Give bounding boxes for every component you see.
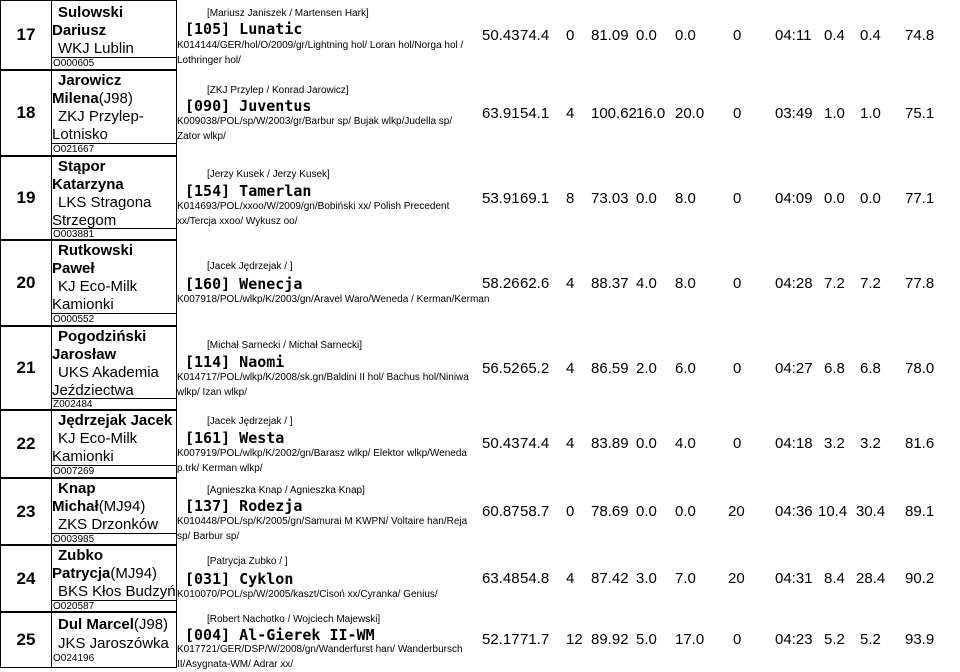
result-row	[0, 326, 960, 410]
horse-name: [137] Rodezja	[185, 497, 303, 515]
rider-license: O000552	[52, 313, 176, 326]
score-total: 89.1	[905, 503, 935, 520]
score-1: 50.43	[482, 435, 520, 452]
rider-cell	[51, 156, 177, 240]
score-6: 7.0	[675, 570, 696, 587]
score-time: 04:11	[775, 27, 812, 44]
rider-first-line	[52, 22, 176, 39]
score-7: 0	[733, 275, 742, 292]
place-number: 19	[0, 156, 51, 240]
score-4: 78.69	[591, 503, 629, 520]
score-total: 93.9	[905, 631, 935, 648]
rider-license: O020587	[52, 600, 176, 612]
score-6: 6.0	[675, 360, 696, 377]
place-number: 21	[0, 326, 51, 410]
score-10: 0.4	[860, 27, 881, 44]
horse-cell	[177, 156, 480, 240]
rider-surname: Pogodziński	[58, 328, 147, 345]
rider-category: (MJ94)	[110, 565, 158, 582]
horse-name: [154] Tamerlan	[185, 182, 312, 200]
score-10: 6.8	[860, 360, 881, 377]
rider-club-line1: UKS Akademia	[58, 364, 159, 381]
rider-club-line1: ZKJ Przylep-	[58, 108, 144, 125]
score-1: 56.52	[482, 360, 520, 377]
rider-club-line1: WKJ Lublin	[58, 40, 134, 57]
score-time: 04:27	[775, 360, 813, 377]
score-total: 78.0	[905, 360, 935, 377]
score-6: 8.0	[675, 275, 696, 292]
rider-cell	[51, 240, 177, 326]
score-time: 04:18	[775, 435, 813, 452]
rider-surname: Jędrzejak	[58, 412, 127, 429]
place-number: 18	[0, 70, 51, 156]
score-1: 63.48	[482, 570, 520, 587]
score-1: 50.43	[482, 27, 520, 44]
score-2: 54.1	[520, 105, 550, 122]
score-5: 0.0	[636, 27, 657, 44]
score-6: 0.0	[675, 503, 696, 520]
score-10: 1.0	[860, 105, 881, 122]
score-4: 88.37	[591, 275, 629, 292]
result-row	[0, 410, 960, 478]
horse-breeder: [Patrycja Zubko / ]	[207, 556, 288, 567]
rider-club-line2: Strzegom	[52, 212, 117, 229]
horse-breeder: [Jacek Jędrzejak / ]	[207, 261, 293, 272]
score-time: 04:31	[775, 570, 813, 587]
score-6: 0.0	[675, 27, 696, 44]
score-2: 69.1	[520, 190, 550, 207]
rider-first-name: Dariusz	[52, 22, 107, 39]
score-2: 65.2	[520, 360, 550, 377]
place-number: 20	[0, 240, 51, 326]
rider-category: (J98)	[98, 90, 133, 107]
score-7: 0	[733, 190, 742, 207]
score-5: 2.0	[636, 360, 657, 377]
rider-club	[52, 40, 176, 57]
rider-club-line1: KJ Eco-Milk	[58, 430, 138, 447]
score-1: 58.26	[482, 275, 520, 292]
rider-first-name: Katarzyna	[52, 176, 124, 193]
rider-first-line	[52, 260, 176, 277]
score-10: 28.4	[856, 570, 886, 587]
score-5: 5.0	[636, 631, 657, 648]
score-7: 0	[733, 27, 742, 44]
score-3: 4	[566, 275, 575, 292]
rider-surname: Zubko	[58, 547, 103, 564]
score-4: 86.59	[591, 360, 629, 377]
horse-name: [160] Wenecja	[185, 275, 303, 293]
score-total: 74.8	[905, 27, 935, 44]
rider-first-name: Paweł	[52, 260, 95, 277]
horse-pedigree: K010448/POL/sp/K/2005/gn/Samurai M KWPN/ Voltaire han/Reja sp/ Barbur sp/	[177, 516, 468, 542]
score-10: 30.4	[856, 503, 886, 520]
rider-name-line	[52, 412, 176, 429]
score-4: 73.03	[591, 190, 629, 207]
horse-cell	[177, 240, 490, 326]
horse-pedigree: K014693/POL/xxoo/W/2009/gn/Bobiński xx/ Polish Precedent xx/Tercja xxoo/ Wykusz oo/	[177, 201, 450, 227]
score-9: 0.0	[824, 190, 845, 207]
score-9: 1.0	[824, 105, 845, 122]
score-1: 52.17	[482, 631, 520, 648]
rider-club-line2: Jeździectwa	[52, 382, 134, 399]
rider-cell	[51, 612, 177, 668]
rider-surname: Sulowski	[58, 4, 124, 21]
score-7: 0	[733, 360, 742, 377]
score-total: 77.1	[905, 190, 935, 207]
result-row	[0, 0, 960, 70]
rider-club-line2: Kamionki	[52, 448, 114, 465]
rider-first-line	[52, 176, 176, 193]
rider-surname: Knap	[58, 480, 96, 497]
score-9: 8.4	[824, 570, 845, 587]
rider-name-line	[52, 616, 176, 633]
horse-name: [105] Lunatic	[185, 20, 303, 38]
score-4: 81.09	[591, 27, 629, 44]
rider-category: (J98)	[133, 616, 169, 633]
horse-breeder: [Agnieszka Knap / Agnieszka Knap]	[207, 485, 365, 496]
score-7: 20	[728, 503, 745, 520]
rider-first-line	[52, 90, 176, 107]
horse-pedigree: K007919/POL/wlkp/K/2002/gn/Barasz wlkp/ Elektor wlkp/Weneda p.trk/ Kerman wlkp/	[177, 448, 467, 474]
result-row	[0, 240, 960, 326]
rider-first-name: Marcel	[86, 616, 134, 633]
score-3: 4	[566, 435, 575, 452]
rider-club-line1: KJ Eco-Milk	[58, 278, 138, 295]
rider-license: O024196	[53, 653, 95, 664]
rider-license: O003881	[52, 228, 176, 240]
score-time: 04:09	[775, 190, 813, 207]
place-number: 17	[0, 0, 51, 70]
score-2: 71.7	[520, 631, 550, 648]
rider-first-name: Jacek	[130, 412, 173, 429]
score-1: 63.91	[482, 105, 520, 122]
horse-cell	[177, 70, 480, 156]
horse-name: [161] Westa	[185, 429, 285, 447]
score-time: 04:28	[775, 275, 813, 292]
score-9: 7.2	[824, 275, 845, 292]
place-number: 22	[0, 410, 51, 478]
rider-club-line1: LKS Stragona	[58, 194, 152, 211]
score-7: 0	[733, 105, 742, 122]
rider-license: O021667	[52, 143, 176, 156]
rider-club-line2: Lotnisko	[52, 126, 108, 143]
score-6: 4.0	[675, 435, 696, 452]
score-3: 0	[566, 27, 575, 44]
horse-name: [031] Cyklon	[185, 570, 294, 588]
score-3: 4	[566, 105, 575, 122]
rider-license: O007269	[52, 465, 176, 478]
score-2: 62.6	[520, 275, 550, 292]
horse-cell	[177, 612, 480, 668]
score-10: 3.2	[860, 435, 881, 452]
score-2: 54.8	[520, 570, 550, 587]
score-1: 60.87	[482, 503, 520, 520]
score-1: 53.91	[482, 190, 520, 207]
result-row	[0, 545, 960, 612]
score-5: 0.0	[636, 435, 657, 452]
horse-breeder: [ZKJ Przylep / Konrad Jarowicz]	[207, 85, 349, 96]
rider-club-line1: BKS Kłos Budzyń	[58, 583, 176, 600]
score-9: 10.4	[818, 503, 848, 520]
place-number: 23	[0, 478, 51, 545]
rider-surname: Jarowicz	[58, 72, 122, 89]
rider-cell	[51, 410, 177, 478]
score-9: 5.2	[824, 631, 845, 648]
score-2: 58.7	[520, 503, 550, 520]
rider-category: (MJ94)	[98, 498, 146, 515]
score-5: 16.0	[636, 105, 666, 122]
horse-cell	[177, 326, 480, 410]
place-number: 24	[0, 545, 51, 612]
score-7: 0	[733, 435, 742, 452]
result-row	[0, 612, 960, 668]
score-total: 90.2	[905, 570, 935, 587]
score-4: 100.62	[591, 105, 637, 122]
score-9: 3.2	[824, 435, 845, 452]
score-3: 4	[566, 570, 575, 587]
rider-first-name: Michał	[52, 498, 99, 515]
score-time: 04:23	[775, 631, 813, 648]
score-3: 8	[566, 190, 575, 207]
score-5: 0.0	[636, 503, 657, 520]
horse-pedigree: K007918/POL/wlkp/K/2003/gn/Aravel Waro/Weneda / Kerman/Kerman	[177, 294, 490, 305]
result-row	[0, 70, 960, 156]
rider-license: Z002484	[52, 398, 176, 410]
rider-first-line	[52, 565, 176, 582]
score-total: 77.8	[905, 275, 935, 292]
score-2: 74.4	[520, 27, 550, 44]
rider-cell	[51, 70, 177, 156]
score-5: 4.0	[636, 275, 657, 292]
rider-first-line	[52, 346, 176, 363]
rider-surname: Stąpor	[58, 158, 106, 175]
rider-surname: Rutkowski	[58, 242, 134, 259]
score-7: 0	[733, 631, 742, 648]
score-total: 81.6	[905, 435, 935, 452]
score-9: 0.4	[824, 27, 845, 44]
score-total: 75.1	[905, 105, 935, 122]
horse-pedigree: K014144/GER/hol/O/2009/gr/Lightning hol/ Loran hol/Norga hol / Lothringer hol/	[177, 40, 464, 66]
horse-name: [114] Naomi	[185, 353, 285, 371]
score-5: 0.0	[636, 190, 657, 207]
rider-first-name: Jarosław	[52, 346, 117, 363]
score-6: 17.0	[675, 631, 705, 648]
horse-cell	[177, 410, 480, 478]
horse-breeder: [Robert Nachotko / Wojciech Majewski]	[207, 614, 381, 625]
horse-pedigree: K010070/POL/sp/W/2005/kaszt/Cisoń xx/Cyranka/ Genius/	[177, 589, 438, 600]
horse-name: [090] Juventus	[185, 97, 312, 115]
score-10: 7.2	[860, 275, 881, 292]
score-2: 74.4	[520, 435, 550, 452]
rider-license: O000605	[52, 57, 176, 70]
score-3: 0	[566, 503, 575, 520]
horse-breeder: [Mariusz Janiszek / Martensen Hark]	[207, 8, 369, 19]
score-4: 87.42	[591, 570, 629, 587]
rider-cell	[51, 0, 177, 70]
place-number: 25	[0, 612, 51, 668]
rider-cell	[51, 326, 177, 410]
result-row	[0, 156, 960, 240]
horse-pedigree: K017721/GER/DSP/W/2008/gn/Wanderfurst han/ Wanderbursch II/Asygnata-WM/ Adrar xx/	[177, 644, 463, 670]
score-4: 83.89	[591, 435, 629, 452]
rider-first-name: Patrycja	[52, 565, 111, 582]
result-row	[0, 478, 960, 545]
horse-pedigree: K014717/POL/wlkp/K/2008/sk.gn/Baldini II hol/ Bachus hol/Niniwa wlkp/ Izan wlkp/	[177, 372, 469, 398]
rider-club-line1: ZKS Drzonków	[58, 516, 159, 533]
rider-cell	[51, 545, 177, 612]
horse-cell	[177, 478, 480, 545]
horse-cell	[177, 545, 480, 612]
score-5: 3.0	[636, 570, 657, 587]
score-10: 5.2	[860, 631, 881, 648]
rider-first-name: Milena	[52, 90, 99, 107]
rider-cell	[51, 478, 177, 545]
horse-cell	[177, 0, 480, 70]
horse-pedigree: K009038/POL/sp/W/2003/gr/Barbur sp/ Bujak wlkp/Judella sp/ Zator wlkp/	[177, 116, 453, 142]
horse-breeder: [Jacek Jędrzejak / ]	[207, 416, 293, 427]
rider-first-line	[52, 498, 176, 515]
score-7: 20	[728, 570, 745, 587]
score-10: 0.0	[860, 190, 881, 207]
rider-club-line1: JKS Jaroszówka	[58, 635, 169, 652]
score-6: 20.0	[675, 105, 705, 122]
horse-name: [004] Al-Gierek II-WM	[185, 626, 375, 644]
horse-breeder: [Michał Sarnecki / Michał Sarnecki]	[207, 340, 363, 351]
score-3: 12	[566, 631, 583, 648]
score-6: 8.0	[675, 190, 696, 207]
score-9: 6.8	[824, 360, 845, 377]
rider-club-line2: Kamionki	[52, 296, 114, 313]
score-4: 89.92	[591, 631, 629, 648]
score-time: 04:36	[775, 503, 813, 520]
horse-breeder: [Jerzy Kusek / Jerzy Kusek]	[207, 169, 330, 180]
score-time: 03:49	[775, 105, 813, 122]
rider-license: O003985	[52, 533, 176, 545]
score-3: 4	[566, 360, 575, 377]
rider-surname: Dul	[58, 616, 83, 633]
